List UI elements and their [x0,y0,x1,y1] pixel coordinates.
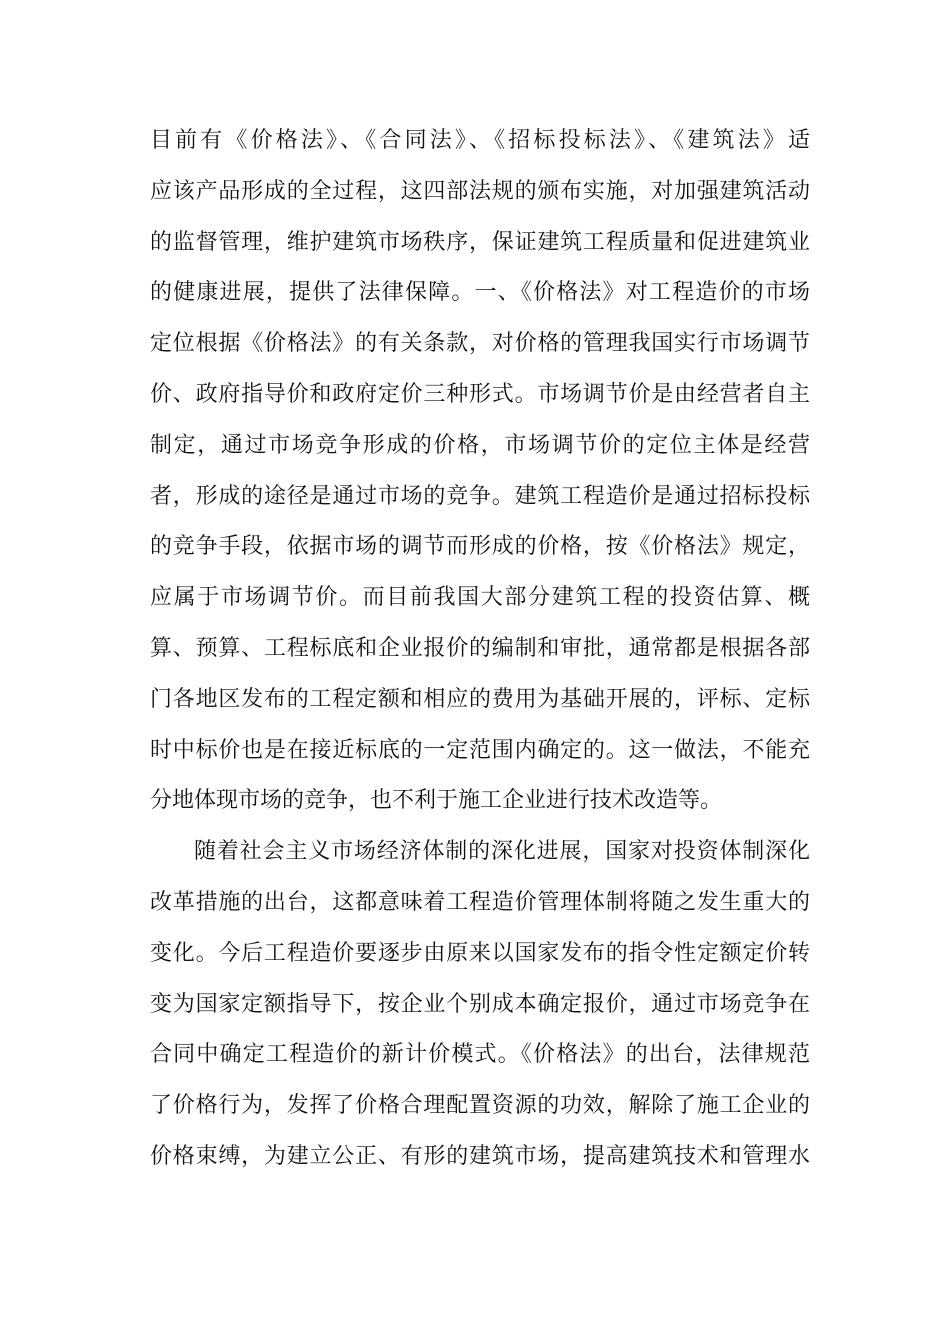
text-line: 者，形成的途径是通过市场的竞争。建筑工程造价是通过招标投标 [150,483,810,509]
paragraph-1 [150,116,810,827]
text-line: 变为国家定额指导下，按企业个别成本确定报价，通过市场竞争在 [150,991,810,1017]
document-body [150,116,810,1183]
text-line: 价、政府指导价和政府定价三种形式。市场调节价是由经营者自主 [150,381,810,407]
text-line: 了价格行为，发挥了价格合理配置资源的功效，解除了施工企业的 [150,1093,810,1119]
text-line: 变化。今后工程造价要逐步由原来以国家发布的指令性定额定价转 [150,940,810,966]
text-line: 应属于市场调节价。而目前我国大部分建筑工程的投资估算、概 [150,585,810,611]
text-line: 制定，通过市场竞争形成的价格，市场调节价的定位主体是经营 [150,432,810,458]
text-line: 改革措施的出台，这都意味着工程造价管理体制将随之发生重大的 [150,889,810,915]
text-line: 合同中确定工程造价的新计价模式。《价格法》的出台，法律规范 [150,1042,810,1068]
text-line: 的健康进展，提供了法律保障。一、《价格法》对工程造价的市场 [150,280,810,306]
text-line: 分地体现市场的竞争，也不利于施工企业进行技术改造等。 [150,788,723,814]
text-line: 应该产品形成的全过程，这四部法规的颁布实施，对加强建筑活动 [150,178,810,204]
text-line: 价格束缚，为建立公正、有形的建筑市场，提高建筑技术和管理水 [150,1143,810,1169]
text-line: 算、预算、工程标底和企业报价的编制和审批，通常都是根据各部 [150,635,810,661]
text-line: 时中标价也是在接近标底的一定范围内确定的。这一做法，不能充 [150,737,810,763]
text-line: 的竞争手段，依据市场的调节而形成的价格，按《价格法》规定， [150,534,810,560]
text-line: 随着社会主义市场经济体制的深化进展，国家对投资体制深化 [194,839,810,865]
text-line: 定位根据《价格法》的有关条款，对价格的管理我国实行市场调节 [150,331,810,357]
text-line: 目前有《价格法》、《合同法》、《招标投标法》、《建筑法》适 [150,128,810,153]
text-line: 的监督管理，维护建筑市场秩序，保证建筑工程质量和促进建筑业 [150,229,810,255]
text-line: 门各地区发布的工程定额和相应的费用为基础开展的，评标、定标 [150,686,810,712]
paragraph-2 [150,827,810,1183]
